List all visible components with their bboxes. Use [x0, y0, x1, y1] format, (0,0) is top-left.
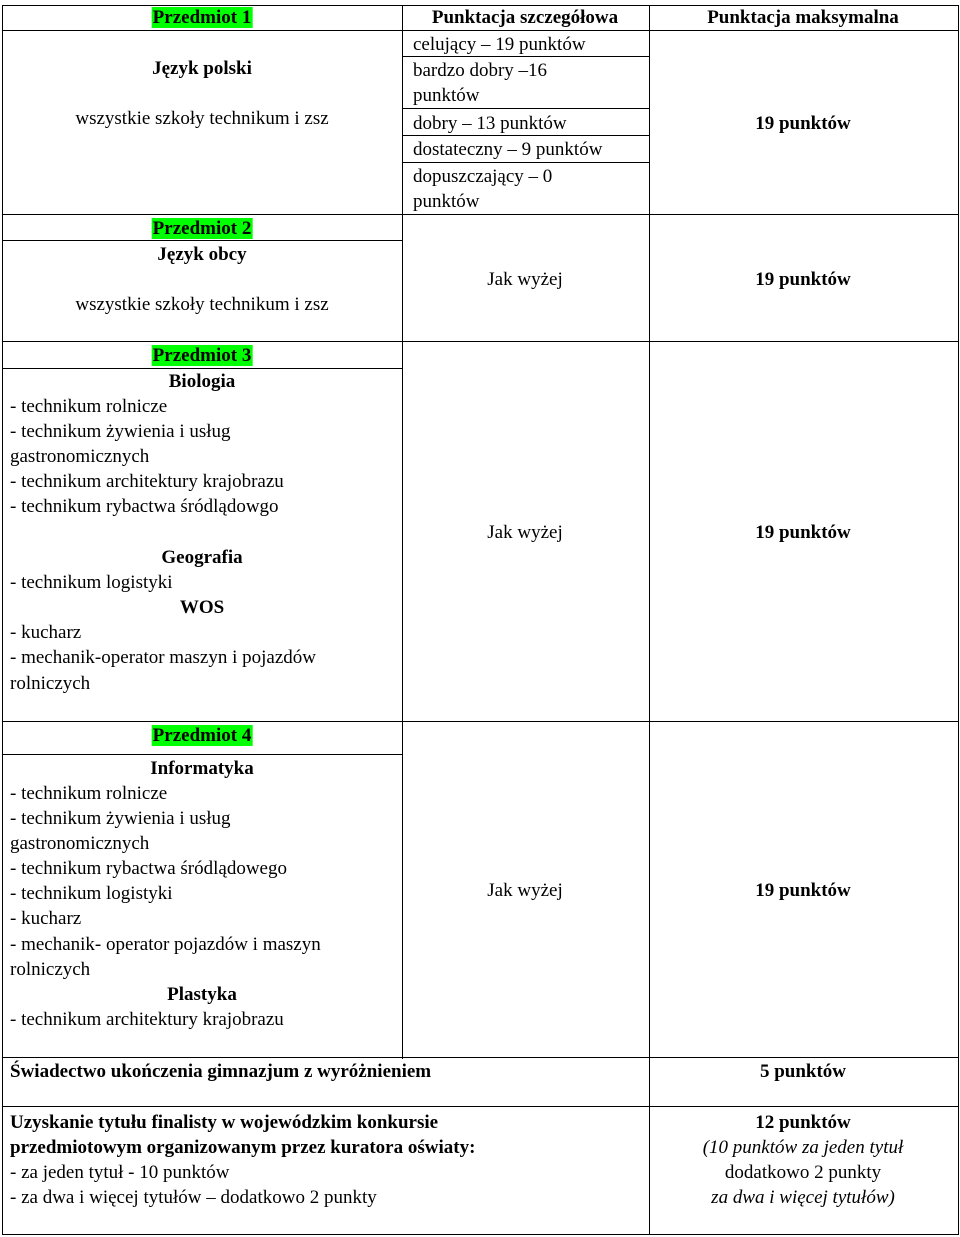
school-line: - technikum logistyki: [10, 572, 173, 593]
school-line: - technikum rybactwa śródlądowgo: [10, 496, 279, 517]
school-line: rolniczych: [10, 673, 91, 694]
schools-label: wszystkie szkoły technikum i zsz: [75, 108, 329, 129]
grade-line: dobry – 13 punktów: [413, 113, 567, 134]
school-line: - technikum logistyki: [10, 883, 173, 904]
finalist-label-line: przedmiotowym organizowanym przez kuratora oświaty:: [10, 1137, 476, 1158]
school-line: - technikum żywienia i usług: [10, 421, 231, 442]
subject-name-informatics: Informatyka: [150, 758, 254, 779]
points-note: za dwa i więcej tytułów): [711, 1187, 895, 1208]
school-line: - mechanik-operator maszyn i pojazdów: [10, 647, 316, 668]
school-line: gastronomicznych: [10, 446, 150, 467]
detail-label: Jak wyżej: [487, 880, 563, 901]
grade-line: dopuszczający – 0: [413, 166, 553, 187]
points-note: dodatkowo 2 punkty: [724, 1162, 882, 1183]
subject-name-wos: WOS: [179, 597, 225, 618]
finalist-item: - za jeden tytuł - 10 punktów: [10, 1162, 230, 1183]
max-points: 5 punktów: [759, 1061, 847, 1082]
subject-2-tag: Przedmiot 2: [152, 218, 252, 239]
school-line: - mechanik- operator pojazdów i maszyn: [10, 934, 321, 955]
max-points: 19 punktów: [755, 269, 851, 290]
points-note: (10 punktów za jeden tytuł: [702, 1137, 904, 1158]
detail-label: Jak wyżej: [487, 522, 563, 543]
grade-line: punktów: [413, 191, 480, 212]
subject-name-geography: Geografia: [161, 547, 243, 568]
schools-label: wszystkie szkoły technikum i zsz: [75, 294, 329, 315]
grade-line: celujący – 19 punktów: [413, 34, 586, 55]
school-line: - technikum rybactwa śródlądowego: [10, 858, 287, 879]
school-line: - technikum żywienia i usług: [10, 808, 231, 829]
finalist-label-line: Uzyskanie tytułu finalisty w wojewódzkim konkursie: [10, 1112, 439, 1133]
subject-name: Język polski: [152, 58, 252, 79]
detailed-scoring-header: Punktacja szczegółowa: [431, 7, 619, 28]
subject-1-tag: Przedmiot 1: [152, 7, 252, 28]
max-points: 19 punktów: [755, 522, 851, 543]
school-line: - kucharz: [10, 622, 82, 643]
school-line: rolniczych: [10, 959, 91, 980]
detail-label: Jak wyżej: [487, 269, 563, 290]
max-points: 12 punktów: [755, 1112, 851, 1133]
school-line: - technikum rolnicze: [10, 396, 168, 417]
max-scoring-header: Punktacja maksymalna: [707, 7, 899, 28]
school-line: gastronomicznych: [10, 833, 150, 854]
subject-3-tag: Przedmiot 3: [152, 345, 252, 366]
finalist-item: - za dwa i więcej tytułów – dodatkowo 2 punkty: [10, 1187, 377, 1208]
subject-name-biology: Biologia: [168, 371, 236, 392]
subject-4-tag: Przedmiot 4: [152, 725, 252, 746]
certificate-label: Świadectwo ukończenia gimnazjum z wyróżnieniem: [10, 1061, 432, 1082]
subject-name: Język obcy: [157, 244, 247, 265]
grade-line: punktów: [413, 85, 480, 106]
school-line: - technikum rolnicze: [10, 783, 168, 804]
school-line: - technikum architektury krajobrazu: [10, 471, 284, 492]
school-line: - technikum architektury krajobrazu: [10, 1009, 284, 1030]
max-points: 19 punktów: [755, 880, 851, 901]
grade-line: dostateczny – 9 punktów: [413, 139, 603, 160]
school-line: - kucharz: [10, 908, 82, 929]
max-points: 19 punktów: [755, 113, 851, 134]
subject-name-art: Plastyka: [167, 984, 237, 1005]
grade-line: bardzo dobry –16: [413, 60, 548, 81]
